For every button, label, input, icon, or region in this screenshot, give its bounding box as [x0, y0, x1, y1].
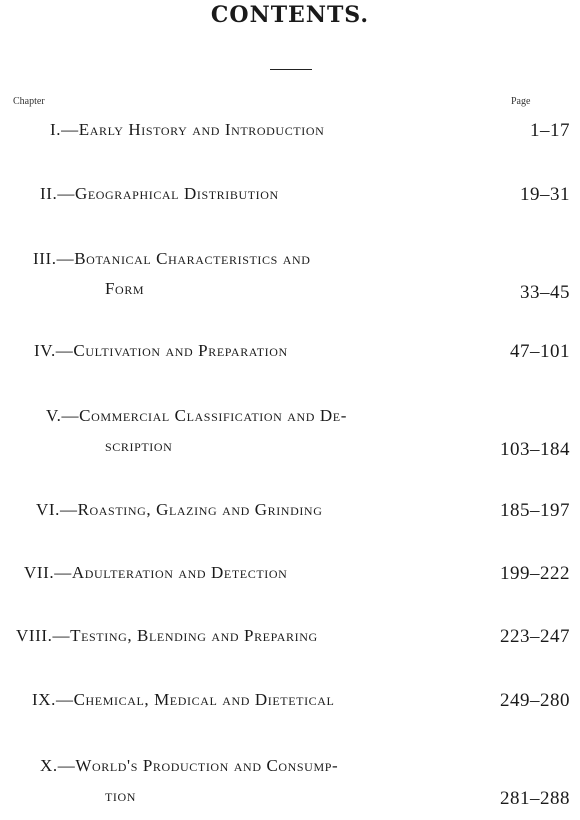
- toc-entry-pages: 281–288: [500, 788, 570, 809]
- toc-entry-title: V.—Commercial Classification and De-: [46, 406, 347, 425]
- toc-entry-title: VIII.—Testing, Blending and Preparing: [16, 626, 318, 645]
- toc-entry-pages: 33–45: [520, 282, 570, 303]
- toc-entry-title: I.—Early History and Introduction: [50, 120, 325, 139]
- toc-entry-pages: 1–17: [530, 120, 570, 141]
- title-rule: [270, 69, 312, 70]
- toc-entry-title: X.—World's Production and Consump-: [40, 756, 339, 775]
- toc-entry-title: IV.—Cultivation and Preparation: [34, 341, 288, 360]
- toc-entry-title: VII.—Adulteration and Detection: [24, 563, 288, 582]
- toc-entry-pages: 19–31: [520, 184, 570, 205]
- page-column-label: Page: [511, 96, 531, 107]
- page-title: CONTENTS.: [210, 2, 370, 28]
- toc-entry-title-continued: tion: [105, 786, 137, 805]
- toc-entry-pages: 223–247: [500, 626, 570, 647]
- toc-entry-title: VI.—Roasting, Glazing and Grinding: [36, 500, 323, 519]
- toc-entry-title: II.—Geographical Distribution: [40, 184, 279, 203]
- toc-entry-pages: 47–101: [510, 341, 570, 362]
- toc-entry-title: III.—Botanical Characteristics and: [33, 249, 311, 268]
- toc-entry-pages: 185–197: [500, 500, 570, 521]
- toc-entry-title: IX.—Chemical, Medical and Dietetical: [32, 690, 335, 709]
- toc-entry-title-continued: scription: [105, 436, 173, 455]
- toc-entry-pages: 103–184: [500, 439, 570, 460]
- toc-entry-pages: 199–222: [500, 563, 570, 584]
- chapter-column-label: Chapter: [13, 96, 45, 107]
- toc-entry-pages: 249–280: [500, 690, 570, 711]
- toc-entry-title-continued: Form: [105, 279, 145, 298]
